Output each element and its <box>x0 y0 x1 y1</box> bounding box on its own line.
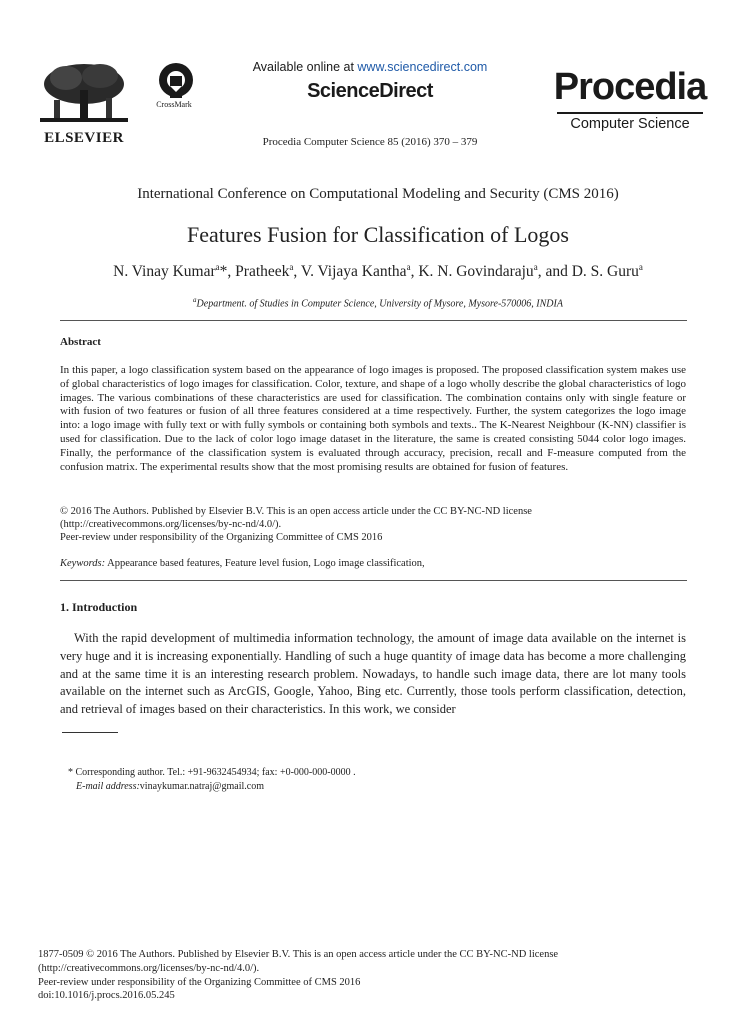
abstract-heading: Abstract <box>60 336 101 348</box>
license-line: © 2016 The Authors. Published by Elsevier B.V. This is an open access article under the CC BY-NC-ND license <box>60 506 532 517</box>
sciencedirect-link[interactable]: www.sciencedirect.com <box>357 60 488 74</box>
divider-bottom <box>60 580 687 581</box>
crossmark-badge[interactable] <box>150 62 198 114</box>
crossmark-icon <box>156 62 196 100</box>
corresponding-author: * Corresponding author. Tel.: +91-9632454934; fax: +0-000-000-0000 . <box>68 767 356 778</box>
bottom-matter <box>38 948 558 1003</box>
available-online <box>200 60 540 74</box>
author-name: Pratheek <box>235 263 290 281</box>
elsevier-logo <box>36 60 132 152</box>
author-name: V. Vijaya Kantha <box>300 263 407 281</box>
peer-review-line: Peer-review under responsibility of the Organizing Committee of CMS 2016 <box>60 532 383 544</box>
license-url[interactable]: (http://creativecommons.org/licenses/by-nc-nd/4.0/). <box>60 519 282 531</box>
conference-name: International Conference on Computational Modeling and Security (CMS 2016) <box>137 186 619 202</box>
author-name: D. S. Guru <box>571 263 639 281</box>
keywords-label: Keywords: <box>60 558 106 569</box>
procedia-wordmark: Procedia <box>553 66 707 108</box>
author-affil-sup: a <box>533 262 538 272</box>
abstract-body: In this paper, a logo classification system based on the appearance of logo images is proposed. The proposed classification system makes use of global characteristics of logo images for classification. Color, texture, and shape of a logo wholly describe the global characteristics of logo images. The various combinations of these characteristics are used for classification. The combination contains only with single feature or with fusion of two features or fusion of all three features considered at a time respectively. Further, the system categorizes the logo image into: a logo image with fully text or with fully symbols or containing both symbols and texts.. The K-Nearest Neighbour (K-NN) classifier is used for classification. Due to the lack of color logo image dataset in the literature, the same is created consisting 5044 color logo images. Finally, the performance of the classification system is evaluated through accuracy, precision, recall and F-measure computed from the confusion matrix. The experimental results show that the most promising results are obtained for fusion of features. <box>60 364 686 473</box>
available-online-prefix: Available online at <box>252 60 354 74</box>
issn-line: 1877-0509 © 2016 The Authors. Published by Elsevier B.V. This is an open access article under the CC BY-NC-ND license <box>38 949 559 960</box>
elsevier-wordmark: ELSEVIER <box>44 130 124 146</box>
divider-top <box>60 320 687 321</box>
author-affil-sup: a <box>215 262 220 272</box>
keywords-text: Appearance based features, Feature level fusion, Logo image classification, <box>107 558 425 569</box>
affiliation-text: Department. of Studies in Computer Science, University of Mysore, Mysore-570006, INDIA <box>196 298 563 310</box>
section-heading-introduction: 1. Introduction <box>60 600 138 614</box>
affiliation-sup: a <box>193 296 197 304</box>
author-affil-sup: a <box>638 262 643 272</box>
procedia-divider <box>557 112 703 114</box>
email-address[interactable]: vinaykumar.natraj@gmail.com <box>139 781 264 792</box>
paper-title: Features Fusion for Classification of Logos <box>187 222 569 247</box>
keywords <box>60 558 425 569</box>
doi[interactable]: doi:10.1016/j.procs.2016.05.245 <box>38 990 175 1002</box>
procedia-subtitle: Computer Science <box>570 116 690 132</box>
author-affil-sup: a <box>289 262 294 272</box>
author-affil-sup: a <box>406 262 411 272</box>
footnote <box>68 766 356 794</box>
sciencedirect-wordmark: ScienceDirect <box>307 80 433 102</box>
author-name: N. Vinay Kumar <box>113 263 216 281</box>
footnote-divider <box>62 732 118 733</box>
corresponding-mark: * <box>219 263 228 281</box>
license-block <box>60 505 686 545</box>
author-list: N. Vinay Kumar$^a$*, Pratheek$^a$, V. Vijaya Kantha$^a$, K. N. Govindaraju$^a$, and D. S. Guru$^a$ <box>113 262 643 281</box>
affiliation <box>0 296 756 309</box>
bottom-peer-review: Peer-review under responsibility of the Organizing Committee of CMS 2016 <box>38 976 361 988</box>
email-line <box>68 780 356 794</box>
email-label: E-mail address: <box>76 781 140 792</box>
procedia-logo <box>551 64 709 138</box>
crossmark-label: CrossMark <box>156 100 192 109</box>
author-name: K. N. Govindaraju <box>418 263 534 281</box>
introduction-body: With the rapid development of multimedia information technology, the amount of image data available on the internet is very huge and it is increasing exponentially. Handling of such a huge quantity of image data has become a more challenging and at the same time it is an interesting research problem. Nowadays, to handle such image data, there are lot many tools available on the internet such as ArcGIS, Google, Yahoo, Bing etc. Currently, those tools perform classification, detection, and retrieval of images based on their characteristics. In this work, we consider <box>60 631 686 717</box>
journal-citation: Procedia Computer Science 85 (2016) 370 – 379 <box>262 136 478 148</box>
elsevier-tree-icon <box>36 60 132 128</box>
bottom-license-url[interactable]: (http://creativecommons.org/licenses/by-nc-nd/4.0/). <box>38 962 260 974</box>
